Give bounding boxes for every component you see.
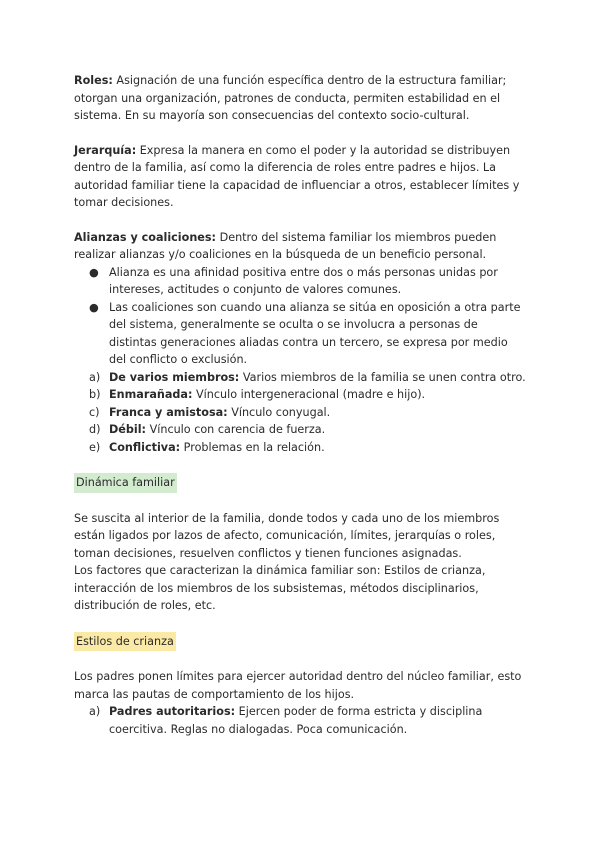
roles-text: Asignación de una función específica dentro de la estructura familiar; otorgan una organización, patrones de conducta, permiten estabilidad en el sistema. En su mayoría son consecuencias del contexto socio-cultural. [74,74,507,122]
list-item [74,703,526,738]
type-text: Vínculo conyugal. [227,405,331,419]
list-item [74,386,526,404]
list-marker: e) [89,440,101,454]
dinamica-heading: Dinámica familiar [74,473,177,493]
list-marker: a) [89,705,101,718]
alianzas-text: Dentro del sistema familiar los miembros pueden realizar alianzas y/o coaliciones en la búsqueda de un beneficio personal. [74,230,497,261]
list-marker: d) [89,423,101,436]
alianzas-bullet-list [74,264,526,369]
type-label: Franca y amistosa: [109,405,228,419]
style-text: Ejercen poder de forma estricta y disciplina coercitiva. Reglas no dialogadas. Poca comunicación. [109,705,483,736]
style-label: Padres autoritarios: [109,705,236,718]
alianzas-paragraph [74,229,526,264]
alianzas-label: Alianzas y coaliciones: [74,230,217,244]
dinamica-paragraph-2: Los factores que caracterizan la dinámica familiar son: Estilos de crianza, interacción de los miembros de los subsistemas, métodos disciplinarios, distribución de roles, etc. [74,564,486,612]
type-label: Débil: [109,423,147,436]
type-label: De varios miembros: [109,370,240,384]
bullet-icon: ● [89,265,99,279]
list-marker: a) [89,370,101,384]
roles-label: Roles: [74,74,113,87]
list-item [74,369,526,387]
list-item [74,439,526,457]
estilos-heading: Estilos de crianza [74,632,176,652]
type-text: Vínculo con carencia de fuerza. [146,423,326,436]
roles-paragraph [74,72,526,125]
bullet-text: Alianza es una afinidad positiva entre dos o más personas unidas por intereses, actitudes o conjunto de valores comunes. [109,265,498,296]
list-marker: c) [89,405,100,419]
list-item [74,404,526,422]
list-marker: b) [89,388,101,401]
list-item [74,299,526,369]
estilos-paragraph: Los padres ponen límites para ejercer autoridad dentro del núcleo familiar, esto marca las pautas de comportamiento de los hijos. [74,670,522,701]
bullet-icon: ● [89,300,99,314]
type-text: Varios miembros de la familia se unen contra otro. [239,370,526,384]
document-page [74,72,526,738]
alianzas-types-list [74,369,526,457]
list-item [74,264,526,299]
bullet-text: Las coaliciones son cuando una alianza se sitúa en oposición a otra parte del sistema, generalmente se oculta o se involucra a personas de distintas generaciones aliadas contra un tercero, se expresa por medio del conflicto o exclusión. [109,300,521,366]
dinamica-heading-line [74,473,526,493]
jerarquia-paragraph [74,142,526,212]
type-text: Vínculo intergeneracional (madre e hijo). [192,388,426,401]
type-label: Enmarañada: [109,388,193,401]
jerarquia-label: Jerarquía: [74,143,137,157]
estilos-heading-line [74,632,526,652]
list-item [74,421,526,439]
type-label: Conflictiva: [109,440,181,454]
dinamica-paragraph-1: Se suscita al interior de la familia, donde todos y cada uno de los miembros están ligados por lazos de afecto, comunicación, límites, jerarquías o roles, toman decisiones, resuelven conflictos y tienen funciones asignadas. [74,511,500,560]
type-text: Problemas en la relación. [180,440,325,454]
jerarquia-text: Expresa la manera en como el poder y la autoridad se distribuyen dentro de la familia, así como la diferencia de roles entre padres e hijos. La autoridad familiar tiene la capacidad de influenciar a otros, establecer límites y tomar decisiones. [74,143,520,209]
estilos-list [74,703,526,738]
